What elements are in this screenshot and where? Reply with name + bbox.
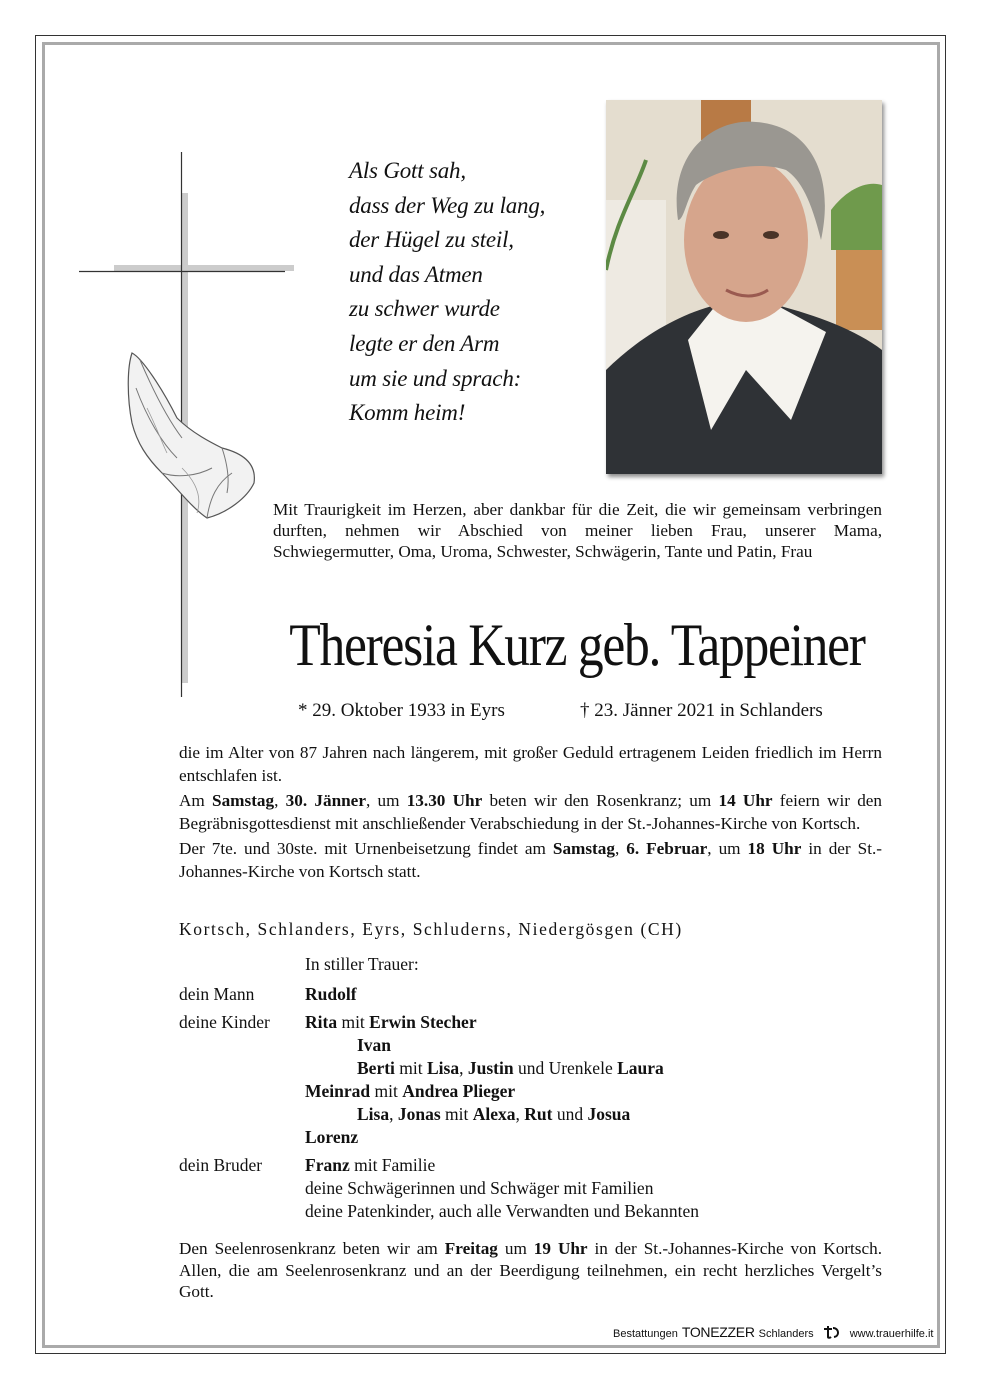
footer-place: Schlanders — [758, 1328, 814, 1340]
body-paragraph — [179, 742, 882, 787]
footer — [613, 1324, 933, 1340]
bold-text: Freitag — [444, 1239, 498, 1258]
mourner-names — [357, 1104, 630, 1125]
bold-text: Samstag — [212, 791, 275, 810]
text-run: mit — [370, 1081, 403, 1101]
bold-text: 19 Uhr — [533, 1239, 588, 1258]
bold-text: Rudolf — [305, 984, 357, 1004]
poem-line: Komm heim! — [349, 400, 466, 426]
text-run: , — [459, 1058, 468, 1078]
bold-text: Berti — [357, 1058, 395, 1078]
bold-text: Lisa — [427, 1058, 460, 1078]
text-run: , — [389, 1104, 398, 1124]
mourner-relation: dein Mann — [179, 984, 255, 1004]
mourner-names — [357, 1058, 664, 1079]
text-run: mit — [394, 1058, 427, 1078]
mourner-names — [305, 1127, 358, 1148]
body-paragraph — [179, 838, 882, 883]
mourner-names — [305, 1081, 515, 1102]
bold-text: 14 Uhr — [718, 791, 773, 810]
bold-text: Erwin Stecher — [369, 1012, 477, 1032]
bold-text: Justin — [467, 1058, 514, 1078]
text-run: und — [552, 1104, 588, 1124]
bold-text: Samstag — [552, 839, 615, 858]
poem — [349, 154, 545, 431]
text-run: die im Alter von 87 Jahren nach längerem, mit großer Geduld ertragenem Leiden friedlich im Herrn entschlafen ist. — [179, 743, 882, 785]
intro-paragraph: Mit Traurigkeit im Herzen, aber dankbar für die Zeit, die wir gemeinsam verbringen durften, nehmen wir Abschied von meiner lieben Frau, unserer Mama, Schwiegermutter, Oma, Uroma, Schwester, Schwägerin, Tante und Patin, Frau — [273, 500, 882, 561]
bold-text: 6. Februar — [626, 839, 708, 858]
bold-text: 18 Uhr — [747, 839, 802, 858]
mourner-names — [305, 1178, 653, 1199]
mourner-names — [357, 1035, 391, 1056]
bold-text: Laura — [617, 1058, 664, 1078]
poem-line: dass der Weg zu lang, — [349, 192, 546, 218]
praying-hands-icon — [122, 348, 260, 524]
text-run: Der 7te. und 30ste. mit Urnenbeisetzung findet am — [179, 839, 553, 858]
bold-text: Andrea Plieger — [402, 1081, 516, 1101]
text-run: in der St.-Johannes-Kirche von Kortsch. Allen, die am Seelenrosenkranz und an der Beerdigung teilnehmen, ein recht herzliches Vergelt’s Gott. — [179, 1239, 882, 1301]
bold-text: Franz — [305, 1155, 350, 1175]
text-run: , — [274, 791, 286, 810]
text-run: , um — [365, 791, 407, 810]
poem-line: und das Atmen — [349, 261, 483, 287]
bold-text: Rut — [524, 1104, 553, 1124]
death-date: † 23. Jänner 2021 in Schlanders — [580, 700, 823, 721]
poem-line: Als Gott sah, — [349, 158, 466, 183]
text-run: mit — [337, 1012, 370, 1032]
portrait-photo — [606, 100, 882, 474]
text-run: Den Seelenrosenkranz beten wir am — [179, 1239, 445, 1258]
closing-paragraph — [179, 1238, 882, 1303]
poem-line: der Hügel zu steil, — [349, 227, 514, 253]
places: Kortsch, Schlanders, Eyrs, Schluderns, Niedergösgen (CH) — [179, 919, 683, 939]
trauerhilfe-logo-icon — [822, 1325, 842, 1339]
mourner-relation: dein Bruder — [179, 1155, 263, 1175]
text-run: mit — [440, 1104, 473, 1124]
poem-line: um sie und sprach: — [349, 365, 522, 391]
announcement-body — [179, 742, 882, 886]
text-run: Am — [179, 791, 213, 810]
bold-text: 13.30 Uhr — [406, 791, 483, 810]
birth-date: * 29. Oktober 1933 in Eyrs — [298, 700, 505, 721]
deceased-name: Theresia Kurz geb. Tappeiner — [289, 612, 865, 678]
bold-text: Josua — [587, 1104, 631, 1124]
bold-text: Jonas — [397, 1104, 441, 1124]
text-run: , — [614, 839, 627, 858]
text-run: und Urenkele — [513, 1058, 618, 1078]
bold-text: Lorenz — [305, 1127, 359, 1147]
text-run: , um — [707, 839, 748, 858]
poem-line: legte er den Arm — [349, 330, 500, 356]
text-run: , — [515, 1104, 525, 1124]
text-run: deine Patenkinder, auch alle Verwandten und Bekannten — [305, 1201, 700, 1221]
bold-text: Rita — [305, 1012, 338, 1032]
footer-brand: TONEZZER — [681, 1324, 755, 1340]
text-run: mit Familie — [349, 1155, 436, 1175]
bold-text: 30. Jänner — [285, 791, 366, 810]
bold-text: Alexa — [472, 1104, 516, 1124]
mourner-relation: deine Kinder — [179, 1012, 270, 1032]
mourner-names — [305, 1155, 435, 1176]
bold-text: Meinrad — [305, 1081, 371, 1101]
footer-url[interactable]: www.trauerhilfe.it — [849, 1328, 934, 1340]
footer-prefix: Bestattungen — [613, 1328, 678, 1340]
mourner-names — [305, 1012, 477, 1033]
poem-line: zu schwer wurde — [349, 296, 500, 322]
text-run: in der St.-Johannes-Kirche von Kortsch statt. — [179, 839, 882, 881]
text-run: beten wir den Rosenkranz; um — [482, 791, 719, 810]
bold-text: Lisa — [357, 1104, 390, 1124]
mourner-names — [305, 1201, 699, 1222]
text-run: feiern wir den Begräbnisgottesdienst mit anschließender Verabschiedung in der St.-Johannes-Kirche von Kortsch. — [179, 791, 883, 833]
text-run: um — [497, 1239, 534, 1258]
mourners-heading: In stiller Trauer: — [305, 954, 419, 974]
body-paragraph — [179, 790, 882, 835]
mourner-names — [305, 984, 357, 1005]
text-run: deine Schwägerinnen und Schwäger mit Familien — [305, 1178, 654, 1198]
bold-text: Ivan — [357, 1035, 392, 1055]
